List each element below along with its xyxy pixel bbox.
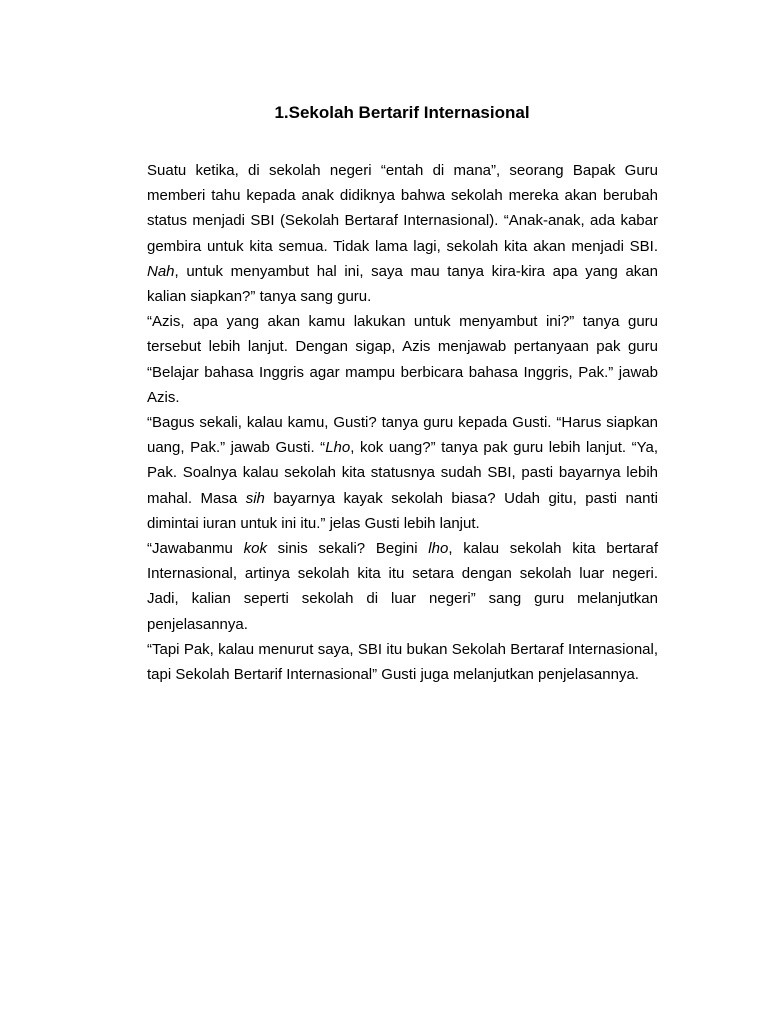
italic-text: sih [245, 489, 265, 507]
italic-text: lho [428, 540, 449, 558]
page-title: 1.Sekolah Bertarif Internasional [274, 103, 530, 122]
paragraph-text: “Bagus sekali, kalau kamu, Gusti? tanya guru kepada Gusti. “Harus siapkan uang, Pak.” jawab Gusti. “ [147, 414, 658, 457]
italic-text: kok [243, 540, 267, 558]
paragraph-text: bayarnya kayak sekolah biasa? Udah gitu, pasti nanti dimintai iuran untuk ini itu.” jelas Gusti lebih lanjut. [147, 489, 658, 532]
paragraph-text: sinis sekali? Begini [266, 540, 429, 558]
italic-text: Lho [325, 439, 351, 457]
paragraph [147, 158, 658, 309]
paragraph [147, 536, 658, 637]
paragraph-text: , kalau sekolah kita bertaraf Internasional, artinya sekolah kita itu setara dengan sekolah luar negeri. Jadi, kalian seperti sekolah di luar negeri” sang guru melanjutkan penjelasannya. [147, 540, 658, 633]
paragraph-text: , kok uang?” tanya pak guru lebih lanjut. “Ya, Pak. Soalnya kalau sekolah kita statusnya sudah SBI, pasti bayarnya lebih mahal. Masa [147, 439, 658, 507]
paragraph-text: “Azis, apa yang akan kamu lakukan untuk menyambut ini?” tanya guru tersebut lebih lanjut. Dengan sigap, Azis menjawab pertanyaan pak guru “Belajar bahasa Inggris agar mampu berbicara bahasa Inggris, Pak.” jawab Azis. [147, 313, 658, 406]
paragraph-text: “Jawabanmu [147, 540, 244, 558]
paragraph-text: , untuk menyambut hal ini, saya mau tanya kira-kira apa yang akan kalian siapkan?” tanya sang guru. [147, 262, 658, 306]
paragraph [147, 410, 658, 536]
paragraph-text: “Tapi Pak, kalau menurut saya, SBI itu bukan Sekolah Bertaraf Internasional, tapi Sekolah Bertarif Internasional” Gusti juga melanjutkan penjelasannya. [147, 640, 658, 684]
italic-text: Nah [147, 262, 175, 280]
paragraph [147, 637, 658, 687]
paragraph-text: Suatu ketika, di sekolah negeri “entah di mana”, seorang Bapak Guru memberi tahu kepada anak didiknya bahwa sekolah mereka akan berubah status menjadi SBI (Sekolah Bertaraf Internasional). “Anak-anak, ada kabar gembira untuk kita semua. Tidak lama lagi, sekolah kita akan menjadi SBI. [147, 162, 658, 255]
paragraph [147, 309, 658, 410]
document-body [147, 158, 658, 687]
